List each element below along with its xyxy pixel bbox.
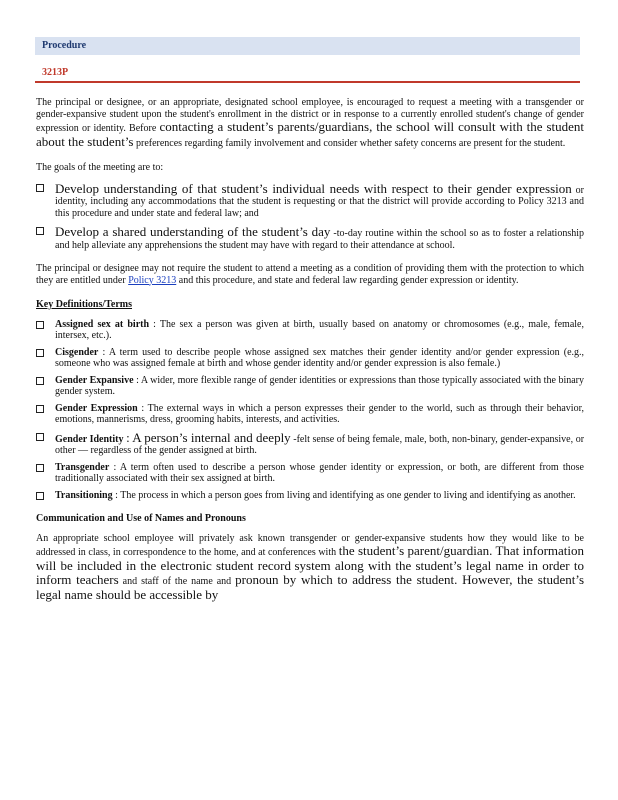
definition-term: Transitioning <box>55 489 113 501</box>
intro-paragraph <box>36 97 584 149</box>
comm-text-large: the student’s parent/guardian. That information will be included in the electronic student record <box>36 543 585 573</box>
definition-item <box>36 347 584 370</box>
checkbox-bullet-icon <box>36 349 44 357</box>
meeting-text: The principal or designee may not require the student to attend a meeting as a condition of providing them with the protection to which they are entitled under <box>36 263 584 286</box>
definition-term: Gender Identity <box>55 433 124 445</box>
definition-term: Gender Expression <box>55 402 138 414</box>
definition-item <box>36 431 584 457</box>
intro-text-tail: preferences regarding family involvement and consider whether safety concerns are present for the student. <box>136 137 566 149</box>
comm-text-large: pronoun by which to address the student. However, the student’s legal name should be accessible by <box>36 572 585 602</box>
checkbox-bullet-icon <box>36 227 44 235</box>
goal-text: or identity, including any accommodations that the student is requesting or that the district will provide according to Policy 3213 and this procedure and under state and federal law; and <box>55 184 584 219</box>
goals-list <box>36 182 584 252</box>
goal-text-large: Develop understanding of that student’s individual needs with respect to their gender expression <box>55 180 572 196</box>
checkbox-bullet-icon <box>36 405 44 413</box>
definition-term: Transgender <box>55 461 110 473</box>
intro-text: The principal or designee, or an appropriate, designated school employee, is encouraged to request a meeting with a transgender or gender-expansive student upon the student's enrollment in the district or in response to a currently enrolled student's change of gender expression or identity. Before <box>36 97 584 134</box>
intro-text-large: contacting a student’s parents/guardians, the school will consult with the student about the student’s <box>36 119 584 149</box>
checkbox-bullet-icon <box>36 464 44 472</box>
definitions-heading: Key Definitions/Terms <box>36 299 133 310</box>
meeting-paragraph <box>36 263 584 286</box>
definition-item <box>36 375 584 398</box>
comm-text: and staff of the name and <box>122 576 232 587</box>
goal-text: -to-day routine within the school so as to foster a relationship and help alleviate any apprehensions the student may have with regard to their attendance at school. <box>55 228 584 251</box>
definition-item <box>36 490 584 502</box>
goal-item <box>36 225 584 251</box>
definition-term: Assigned sex at birth <box>55 318 150 330</box>
definition-item <box>36 462 584 485</box>
document-body <box>36 97 584 615</box>
meeting-text-after: and this procedure, and state and federal law regarding gender expression or identity. <box>178 274 519 286</box>
procedure-header-bar <box>35 37 580 55</box>
checkbox-bullet-icon <box>36 492 44 500</box>
definitions-list <box>36 319 584 502</box>
header-divider <box>35 81 580 83</box>
goal-text-large: Develop a shared understanding of the student’s day <box>55 224 331 239</box>
definition-item <box>36 403 584 426</box>
definition-term: Cisgender <box>55 346 99 358</box>
policy-link[interactable]: Policy 3213 <box>128 274 177 286</box>
communication-paragraph <box>36 533 584 603</box>
definition-text: : A term used to describe people whose assigned sex matches their gender identity and/or gender expression (e.g., someone who was assigned female at birth and whose gender identity and/or gender expression is also female.) <box>55 346 585 369</box>
definition-text: : A term often used to describe a person whose gender identity or expression, or both, are different from those traditionally associated with their sex assigned at birth. <box>55 461 585 484</box>
goals-intro: The goals of the meeting are to: <box>36 162 164 173</box>
definition-text: : The sex a person was given at birth, usually based on anatomy or chromosomes (e.g., male, female, intersex, etc.). <box>55 318 584 341</box>
checkbox-bullet-icon <box>36 184 44 192</box>
definition-text: : A wider, more flexible range of gender identities or expressions than those typically associated with the binary gender system. <box>55 374 585 397</box>
procedure-code: 3213P <box>42 67 69 78</box>
definition-term: Gender Expansive <box>55 374 134 386</box>
definition-text-large: : A person’s internal and deeply <box>126 429 291 445</box>
communication-heading: Communication and Use of Names and Pronouns <box>36 513 246 524</box>
checkbox-bullet-icon <box>36 377 44 385</box>
goal-item <box>36 182 584 220</box>
comm-text-large: system along with the student’s legal name in order to inform teachers <box>36 557 584 587</box>
procedure-title: Procedure <box>42 40 87 51</box>
comm-text: An appropriate school employee will privately ask known transgender or gender-expansive students how they would like to be addressed in class, in correspondence to the home, and at conferences with <box>36 532 584 558</box>
definition-text: -felt sense of being female, male, both, non-binary, gender-expansive, or other — regardless of the gender assigned at birth. <box>55 433 585 456</box>
checkbox-bullet-icon <box>36 433 44 441</box>
definition-text: : The process in which a person goes from living and identifying as one gender to living and identifying as another. <box>115 489 576 501</box>
checkbox-bullet-icon <box>36 321 44 329</box>
definition-item <box>36 319 584 342</box>
definition-text: : The external ways in which a person expresses their gender to the world, such as through their behavior, emotions, mannerisms, dress, grooming habits, interests, and activities. <box>55 402 585 425</box>
